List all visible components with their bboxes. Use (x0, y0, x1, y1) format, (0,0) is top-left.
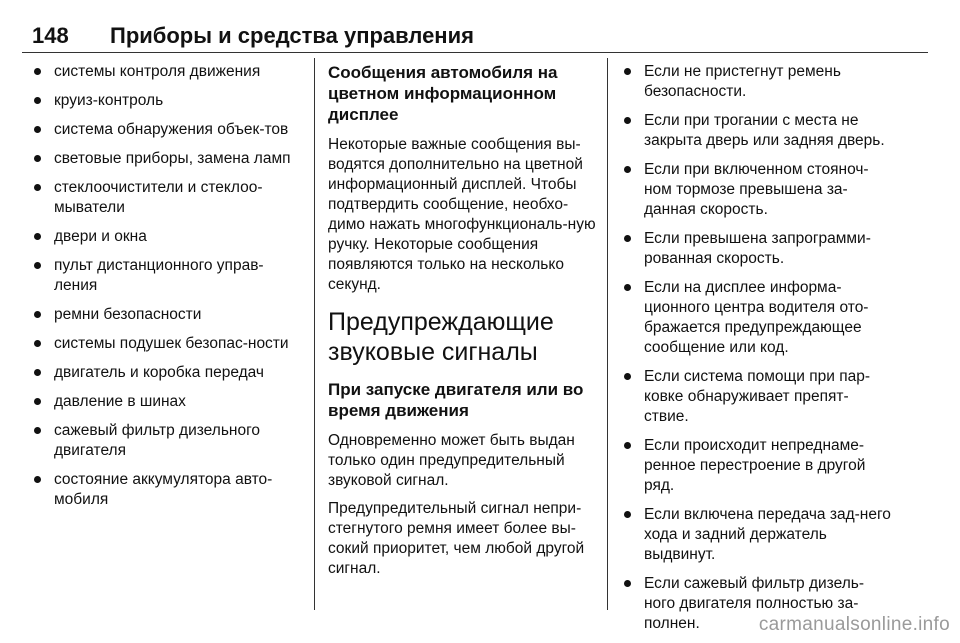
list-item: двигатель и коробка передач (32, 363, 302, 383)
bullet-icon (624, 235, 631, 242)
list-item: Если не пристегнут ремень безопасности. (622, 62, 892, 102)
list-item: световые приборы, замена ламп (32, 149, 302, 169)
bullet-icon (624, 284, 631, 291)
list-item: системы подушек безопас-ности (32, 334, 302, 354)
bullet-icon (34, 369, 41, 376)
list-item: пульт дистанционного управ-ления (32, 256, 302, 296)
list-item: круиз-контроль (32, 91, 302, 111)
bullet-icon (34, 233, 41, 240)
list-item: Если на дисплее информа-ционного центра водителя ото-бражается предупреждающее сообщение или код. (622, 278, 892, 358)
list-item: давление в шинах (32, 392, 302, 412)
list-item: сажевый фильтр дизельного двигателя (32, 421, 302, 461)
column-divider-right (607, 58, 608, 610)
page-number: 148 (32, 23, 69, 48)
watermark-text: carmanualsonline.info (758, 614, 950, 635)
list-item: Если при включенном стояноч-ном тормозе превышена за-данная скорость. (622, 160, 892, 220)
list-item: Если происходит непреднаме-ренное перестроение в другой ряд. (622, 436, 892, 496)
bullet-list-systems (32, 62, 302, 510)
list-item: ремни безопасности (32, 305, 302, 325)
page-title: Приборы и средства управления (110, 23, 474, 48)
bullet-icon (624, 68, 631, 75)
paragraph-single-chime: Одновременно может быть выдан только один предупредительный звуковой сигнал. (328, 432, 575, 489)
page-header (22, 22, 928, 52)
bullet-icon (34, 427, 41, 434)
header-divider (22, 52, 928, 53)
bullet-icon (34, 398, 41, 405)
bullet-list-conditions (622, 62, 892, 634)
column-middle (328, 62, 596, 587)
bullet-icon (624, 511, 631, 518)
bullet-icon (624, 442, 631, 449)
list-item: стеклоочистители и стеклоо-мыватели (32, 178, 302, 218)
list-item: система обнаружения объек-тов (32, 120, 302, 140)
bullet-icon (34, 476, 41, 483)
bullet-icon (34, 68, 41, 75)
list-item: Если включена передача зад-него хода и задний держатель выдвинут. (622, 505, 892, 565)
bullet-icon (624, 373, 631, 380)
paragraph-seatbelt-priority: Предупредительный сигнал непри-стегнутого ремня имеет более вы-сокий приоритет, чем любой другой сигнал. (328, 500, 585, 577)
bullet-icon (34, 97, 41, 104)
bullet-icon (34, 126, 41, 133)
list-item: состояние аккумулятора авто-мобиля (32, 470, 302, 510)
list-item: Если система помощи при пар-ковке обнаруживает препят-ствие. (622, 367, 892, 427)
bullet-icon (34, 311, 41, 318)
column-divider-left (314, 58, 315, 610)
column-right (622, 62, 892, 643)
bullet-icon (34, 155, 41, 162)
subsection-heading-engine-start: При запуске двигателя или во время движения (328, 380, 584, 420)
list-item: Если сажевый фильтр дизель-ного двигателя полностью за-полнен. (622, 574, 892, 634)
section-title-warning-chimes: Предупреждающие звуковые сигналы (328, 308, 554, 366)
list-item: системы контроля движения (32, 62, 302, 82)
bullet-icon (624, 117, 631, 124)
list-item: Если превышена запрограмми-рованная скорость. (622, 229, 892, 269)
paragraph-color-display: Некоторые важные сообщения вы-водятся дополнительно на цветной информационный дисплей. Чтобы подтвердить сообщение, необхо-димо нажать многофункциональ-ную ручку. Некоторые сообщения появляются только на несколько секунд. (328, 136, 596, 293)
list-item: Если при трогании с места не закрыта дверь или задняя дверь. (622, 111, 892, 151)
bullet-icon (34, 262, 41, 269)
bullet-icon (624, 166, 631, 173)
bullet-icon (34, 340, 41, 347)
column-left (32, 62, 302, 519)
list-item: двери и окна (32, 227, 302, 247)
bullet-icon (34, 184, 41, 191)
bullet-icon (624, 580, 631, 587)
section-heading-color-display: Сообщения автомобиля на цветном информационном дисплее (328, 63, 558, 124)
